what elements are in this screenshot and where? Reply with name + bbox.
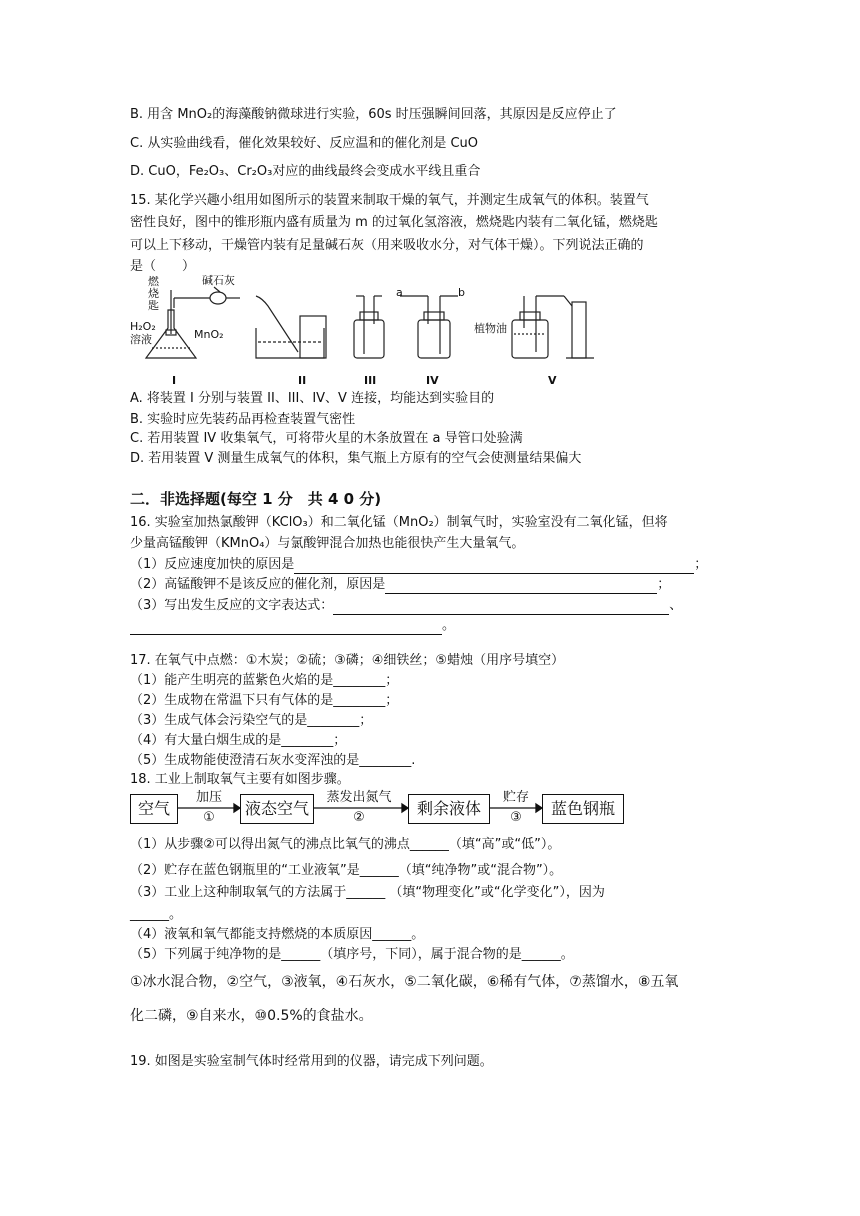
q18-list-2: 化二磷，⑨自来水，⑩0.5%的食盐水。 [130, 1008, 373, 1024]
option-c-prev: C. 从实验曲线看，催化效果较好、反应温和的催化剂是 CuO [130, 136, 479, 151]
process-flowchart [130, 790, 730, 832]
q17-sub-4: （4）有大量白烟生成的是________； [130, 733, 347, 748]
flow-step1-label: 加压 [195, 790, 222, 805]
q15-stem-2: 密性良好，图中的锥形瓶内盛有质量为 m 的过氧化氢溶液，燃烧匙内装有二氧化锰，燃烧匙 [130, 215, 658, 230]
label-lime: 碱石灰 [202, 274, 235, 287]
option-b-prev: B. 用含 MnO₂的海藻酸钠微球进行实验，60s 时压强瞬间回落，其原因是反应停止了 [130, 107, 617, 122]
flow-box-air: 空气 [130, 794, 178, 824]
q18-stem: 18. 工业上制取氧气主要有如图步骤。 [130, 772, 350, 787]
q16-blank-1[interactable] [294, 559, 694, 574]
q16-sub-1-text: （1）反应速度加快的原因是 [130, 557, 295, 572]
q15-stem-1: 15. 某化学兴趣小组用如图所示的装置来制取干燥的氧气，并测定生成氧气的体积。装置气 [130, 193, 649, 208]
q17-stem: 17. 在氧气中点燃：①木炭；②硫；③磷；④细铁丝；⑤蜡烛（用序号填空） [130, 653, 565, 668]
label-apparatus-iv: IV [426, 374, 439, 387]
flow-step1-num: ① [203, 810, 215, 825]
q16-blank-3[interactable] [333, 600, 669, 615]
q19-stem: 19. 如图是实验室制气体时经常用到的仪器，请完成下列问题。 [130, 1054, 493, 1069]
q16-semi-1: ； [694, 557, 708, 572]
q16-sub-2-text: （2）高锰酸钾不是该反应的催化剂，原因是 [130, 577, 386, 592]
q15-option-c: C. 若用装置 IV 收集氧气，可将带火星的木条放置在 a 导管口处验满 [130, 431, 523, 446]
q17-sub-1: （1）能产生明亮的蓝紫色火焰的是________； [130, 673, 399, 688]
flow-step3-label: 贮存 [502, 790, 529, 805]
flow-box-liquid-air: 液态空气 [240, 794, 314, 824]
label-apparatus-ii: II [298, 374, 307, 387]
label-a: a [396, 286, 403, 299]
q18-sub-5: （5）下列属于纯净物的是______（填序号，下同），属于混合物的是______。 [130, 947, 574, 962]
q17-sub-2: （2）生成物在常温下只有气体的是________； [130, 693, 399, 708]
apparatus-figure [128, 272, 608, 390]
option-d-prev: D. CuO，Fe₂O₃、Cr₂O₃对应的曲线最终会变成水平线且重合 [130, 164, 481, 179]
q16-sub-3-cont [130, 617, 455, 635]
flow-arrows [130, 790, 630, 832]
q16-sub-3-text: （3）写出发生反应的文字表达式： [130, 598, 334, 613]
q18-sub-2: （2）贮存在蓝色钢瓶里的“工业液氧”是______（填“纯净物”或“混合物”）。 [130, 863, 563, 878]
q15-stem-4: 是（ ） [130, 259, 196, 274]
q16-period: 。 [442, 618, 456, 633]
q18-sub-1: （1）从步骤②可以得出氮气的沸点比氧气的沸点______（填“高”或“低”）。 [130, 837, 561, 852]
q16-blank-2[interactable] [385, 579, 657, 594]
q15-stem-3: 可以上下移动，干燥管内装有足量碱石灰（用来吸收水分，对气体干燥）。下列说法正确的 [130, 238, 644, 253]
q18-sub-4: （4）液氧和氧气都能支持燃烧的本质原因______。 [130, 927, 425, 942]
q18-list-1: ①冰水混合物，②空气，③液氧，④石灰水，⑤二氧化碳，⑥稀有气体，⑦蒸馏水，⑧五氧 [130, 974, 679, 990]
q18-sub-3a: （3）工业上这种制取氧气的方法属于______ （填“物理变化”或“化学变化”），因为 [130, 885, 605, 900]
q16-sub-1 [130, 556, 707, 574]
flow-box-remaining-liquid: 剩余液体 [408, 794, 490, 824]
q16-sub-2 [130, 576, 670, 594]
flow-step3-num: ③ [510, 810, 522, 825]
label-spoon: 燃 烧 匙 [148, 275, 159, 312]
label-h2o2: H₂O₂ 溶液 [130, 320, 156, 346]
flow-step2-num: ② [353, 810, 365, 825]
label-b: b [458, 286, 465, 299]
q16-stem-2: 少量高锰酸钾（KMnO₄）与氯酸钾混合加热也能很快产生大量氧气。 [130, 536, 525, 551]
q17-sub-3: （3）生成气体会污染空气的是________； [130, 713, 373, 728]
q16-stem-1: 16. 实验室加热氯酸钾（KClO₃）和二氧化锰（MnO₂）制氧气时，实验室没有二氧化锰，但将 [130, 515, 668, 530]
flow-step2-label: 蒸发出氮气 [326, 790, 392, 805]
label-oil: 植物油 [474, 322, 507, 335]
q15-option-d: D. 若用装置 V 测量生成氧气的体积，集气瓶上方原有的空气会使测量结果偏大 [130, 451, 582, 466]
flow-box-blue-cylinder: 蓝色钢瓶 [542, 794, 624, 824]
label-apparatus-v: V [548, 374, 557, 387]
q15-option-b: B. 实验时应先装药品再检查装置气密性 [130, 412, 356, 427]
q18-sub-3b: ______。 [130, 907, 183, 922]
label-apparatus-i: I [172, 374, 177, 387]
label-apparatus-iii: III [364, 374, 377, 387]
q15-option-a: A. 将装置 I 分别与装置 II、III、IV、V 连接，均能达到实验目的 [130, 391, 495, 406]
q16-sub-3 [130, 597, 682, 615]
q16-blank-4[interactable] [130, 620, 442, 635]
section-heading: 二．非选择题(每空 1 分 共 4 0 分) [130, 490, 382, 508]
q17-sub-5: （5）生成物能使澄清石灰水变浑浊的是________. [130, 753, 416, 768]
label-mno2: MnO₂ [194, 328, 224, 341]
q16-semi-2: ； [657, 577, 671, 592]
q16-comma: 、 [669, 598, 683, 613]
